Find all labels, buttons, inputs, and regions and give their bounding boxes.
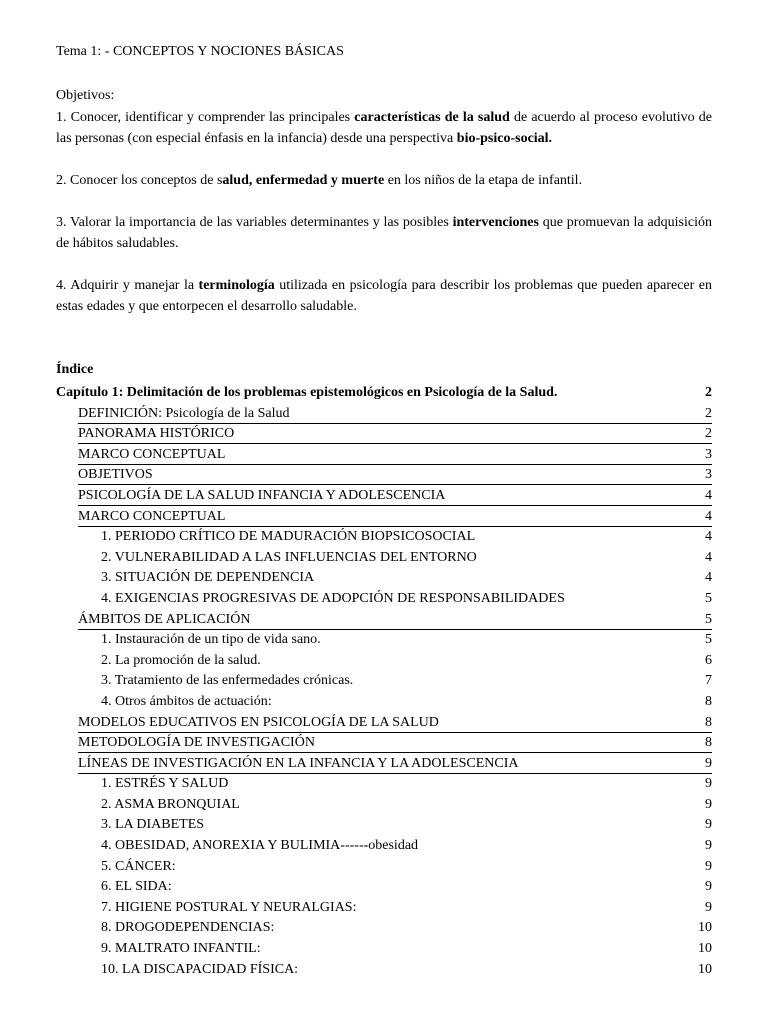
toc-subsection-entry[interactable] [56,651,712,672]
toc-entry-label: 4. Otros ámbitos de actuación: [101,693,272,709]
toc-subsection-entry[interactable] [56,898,712,919]
toc-entry-label: 2. VULNERABILIDAD A LAS INFLUENCIAS DEL ENTORNO [101,549,477,565]
index-heading: Índice [56,362,94,377]
toc-page-number: 9 [705,817,712,833]
toc-entry-label: 1. Instauración de un tipo de vida sano. [101,632,321,648]
toc-entry-label: DEFINICIÓN: Psicología de la Salud [78,405,290,421]
toc-entry-label: 1. ESTRÉS Y SALUD [101,776,229,792]
toc-page-number: 9 [705,838,712,854]
toc-page-number: 4 [705,508,712,524]
toc-page-number: 8 [705,714,712,730]
toc-page-number: 10 [698,941,712,957]
toc-section-entry[interactable] [56,465,712,486]
toc-page-number: 10 [698,920,712,936]
toc-entry-label: 7. HIGIENE POSTURAL Y NEURALGIAS: [101,899,357,915]
toc-page-number: 5 [705,590,712,606]
toc-section-entry[interactable] [56,424,712,445]
toc-section-entry[interactable] [56,486,712,507]
toc-page-number: 3 [705,467,712,483]
toc-entry-label: 4. OBESIDAD, ANOREXIA Y BULIMIA------obesidad [101,838,419,854]
toc-entry-label: 3. LA DIABETES [101,817,205,833]
objective-text: que promuevan la adquisición de hábitos saludables. [56,215,713,251]
objective-item-2 [56,170,712,191]
toc-page-number: 8 [705,735,712,751]
toc-subsection-entry[interactable] [56,630,712,651]
toc-page-number: 8 [705,693,712,709]
table-of-contents [56,383,712,980]
toc-section-entry[interactable] [56,610,712,631]
toc-entry-label: MODELOS EDUCATIVOS EN PSICOLOGÍA DE LA SALUD [78,714,439,730]
objective-bold-text: características de la salud [354,110,510,125]
toc-subsection-entry[interactable] [56,960,712,981]
objective-text: 4. Adquirir y manejar la [56,278,199,293]
toc-subsection-entry[interactable] [56,589,712,610]
toc-page-number: 4 [705,570,712,586]
toc-section-entry[interactable] [56,754,712,775]
toc-entry-label: Capítulo 1: Delimitación de los problemas epistemológicos en Psicología de la Salud. [56,385,558,400]
toc-entry-label: METODOLOGÍA DE INVESTIGACIÓN [78,735,315,751]
toc-entry-label: ÁMBITOS DE APLICACIÓN [78,611,251,627]
toc-section-entry[interactable] [56,733,712,754]
toc-entry-label: 2. ASMA BRONQUIAL [101,796,240,812]
toc-page-number: 4 [705,549,712,565]
toc-entry-label: 3. SITUACIÓN DE DEPENDENCIA [101,570,315,586]
objective-bold-text: alud, enfermedad y muerte [222,173,385,188]
toc-entry-label: OBJETIVOS [78,467,153,483]
toc-section-entry[interactable] [56,404,712,425]
objectives-heading: Objetivos: [56,88,115,103]
toc-entry-label: LÍNEAS DE INVESTIGACIÓN EN LA INFANCIA Y LA ADOLESCENCIA [78,755,519,771]
toc-entry-label: MARCO CONCEPTUAL [78,446,226,462]
toc-subsection-entry[interactable] [56,877,712,898]
toc-page-number: 9 [705,879,712,895]
toc-subsection-entry[interactable] [56,795,712,816]
toc-chapter-entry[interactable] [56,383,712,404]
objective-bold-text: intervenciones [452,215,539,230]
toc-page-number: 9 [705,776,712,792]
objective-bold-text: terminología [198,278,275,293]
toc-page-number: 5 [705,611,712,627]
objective-text: en los niños de la etapa de infantil. [384,173,583,188]
toc-page-number: 4 [705,487,712,503]
toc-subsection-entry[interactable] [56,939,712,960]
toc-subsection-entry[interactable] [56,671,712,692]
toc-page-number: 10 [698,961,712,977]
toc-page-number: 6 [705,652,712,668]
toc-entry-label: 9. MALTRATO INFANTIL: [101,941,261,957]
toc-page-number: 9 [705,755,712,771]
objective-item-4 [56,275,712,317]
toc-page-number: 2 [705,405,712,421]
toc-page-number: 9 [705,796,712,812]
toc-subsection-entry[interactable] [56,857,712,878]
objective-item-3 [56,212,712,254]
toc-page-number: 4 [705,529,712,545]
toc-subsection-entry[interactable] [56,918,712,939]
toc-entry-label: 2. La promoción de la salud. [101,652,261,668]
toc-entry-label: PANORAMA HISTÓRICO [78,426,235,442]
toc-entry-label: 5. CÁNCER: [101,858,176,874]
toc-subsection-entry[interactable] [56,692,712,713]
objective-text: 1. Conocer, identificar y comprender las principales [56,110,355,125]
objective-item-1 [56,107,712,149]
toc-entry-label: 8. DROGODEPENDENCIAS: [101,920,275,936]
toc-subsection-entry[interactable] [56,815,712,836]
objective-text: 2. Conocer los conceptos de s [56,173,223,188]
toc-page-number: 7 [705,673,712,689]
toc-entry-label: 1. PERIODO CRÍTICO DE MADURACIÓN BIOPSICOSOCIAL [101,529,476,545]
toc-subsection-entry[interactable] [56,774,712,795]
objective-text: 3. Valorar la importancia de las variables determinantes y las posibles [56,215,453,230]
objective-text: utilizada en psicología para describir los problemas que pueden aparecer en estas edades y que entorpecen el desarrollo saludable. [56,278,712,314]
toc-section-entry[interactable] [56,507,712,528]
toc-entry-label: 6. EL SIDA: [101,879,172,895]
toc-page-number: 3 [705,446,712,462]
toc-page-number: 9 [705,899,712,915]
toc-entry-label: MARCO CONCEPTUAL [78,508,226,524]
toc-subsection-entry[interactable] [56,836,712,857]
toc-entry-label: PSICOLOGÍA DE LA SALUD INFANCIA Y ADOLESCENCIA [78,487,446,503]
toc-section-entry[interactable] [56,713,712,734]
document-title: Tema 1: - CONCEPTOS Y NOCIONES BÁSICAS [56,44,344,59]
toc-subsection-entry[interactable] [56,548,712,569]
toc-page-number: 5 [705,632,712,648]
toc-subsection-entry[interactable] [56,568,712,589]
objective-bold-text: bio-psico-social. [456,131,553,146]
toc-page-number: 2 [705,426,712,442]
toc-section-entry[interactable] [56,445,712,466]
toc-entry-label: 10. LA DISCAPACIDAD FÍSICA: [101,961,299,977]
objective-text: de acuerdo al proceso evolutivo de las personas (con especial énfasis en la infancia) desde una perspectiva [56,110,712,146]
toc-entry-label: 4. EXIGENCIAS PROGRESIVAS DE ADOPCIÓN DE RESPONSABILIDADES [101,590,565,606]
toc-page-number: 2 [705,385,712,400]
toc-subsection-entry[interactable] [56,527,712,548]
toc-page-number: 9 [705,858,712,874]
toc-entry-label: 3. Tratamiento de las enfermedades crónicas. [101,673,354,689]
